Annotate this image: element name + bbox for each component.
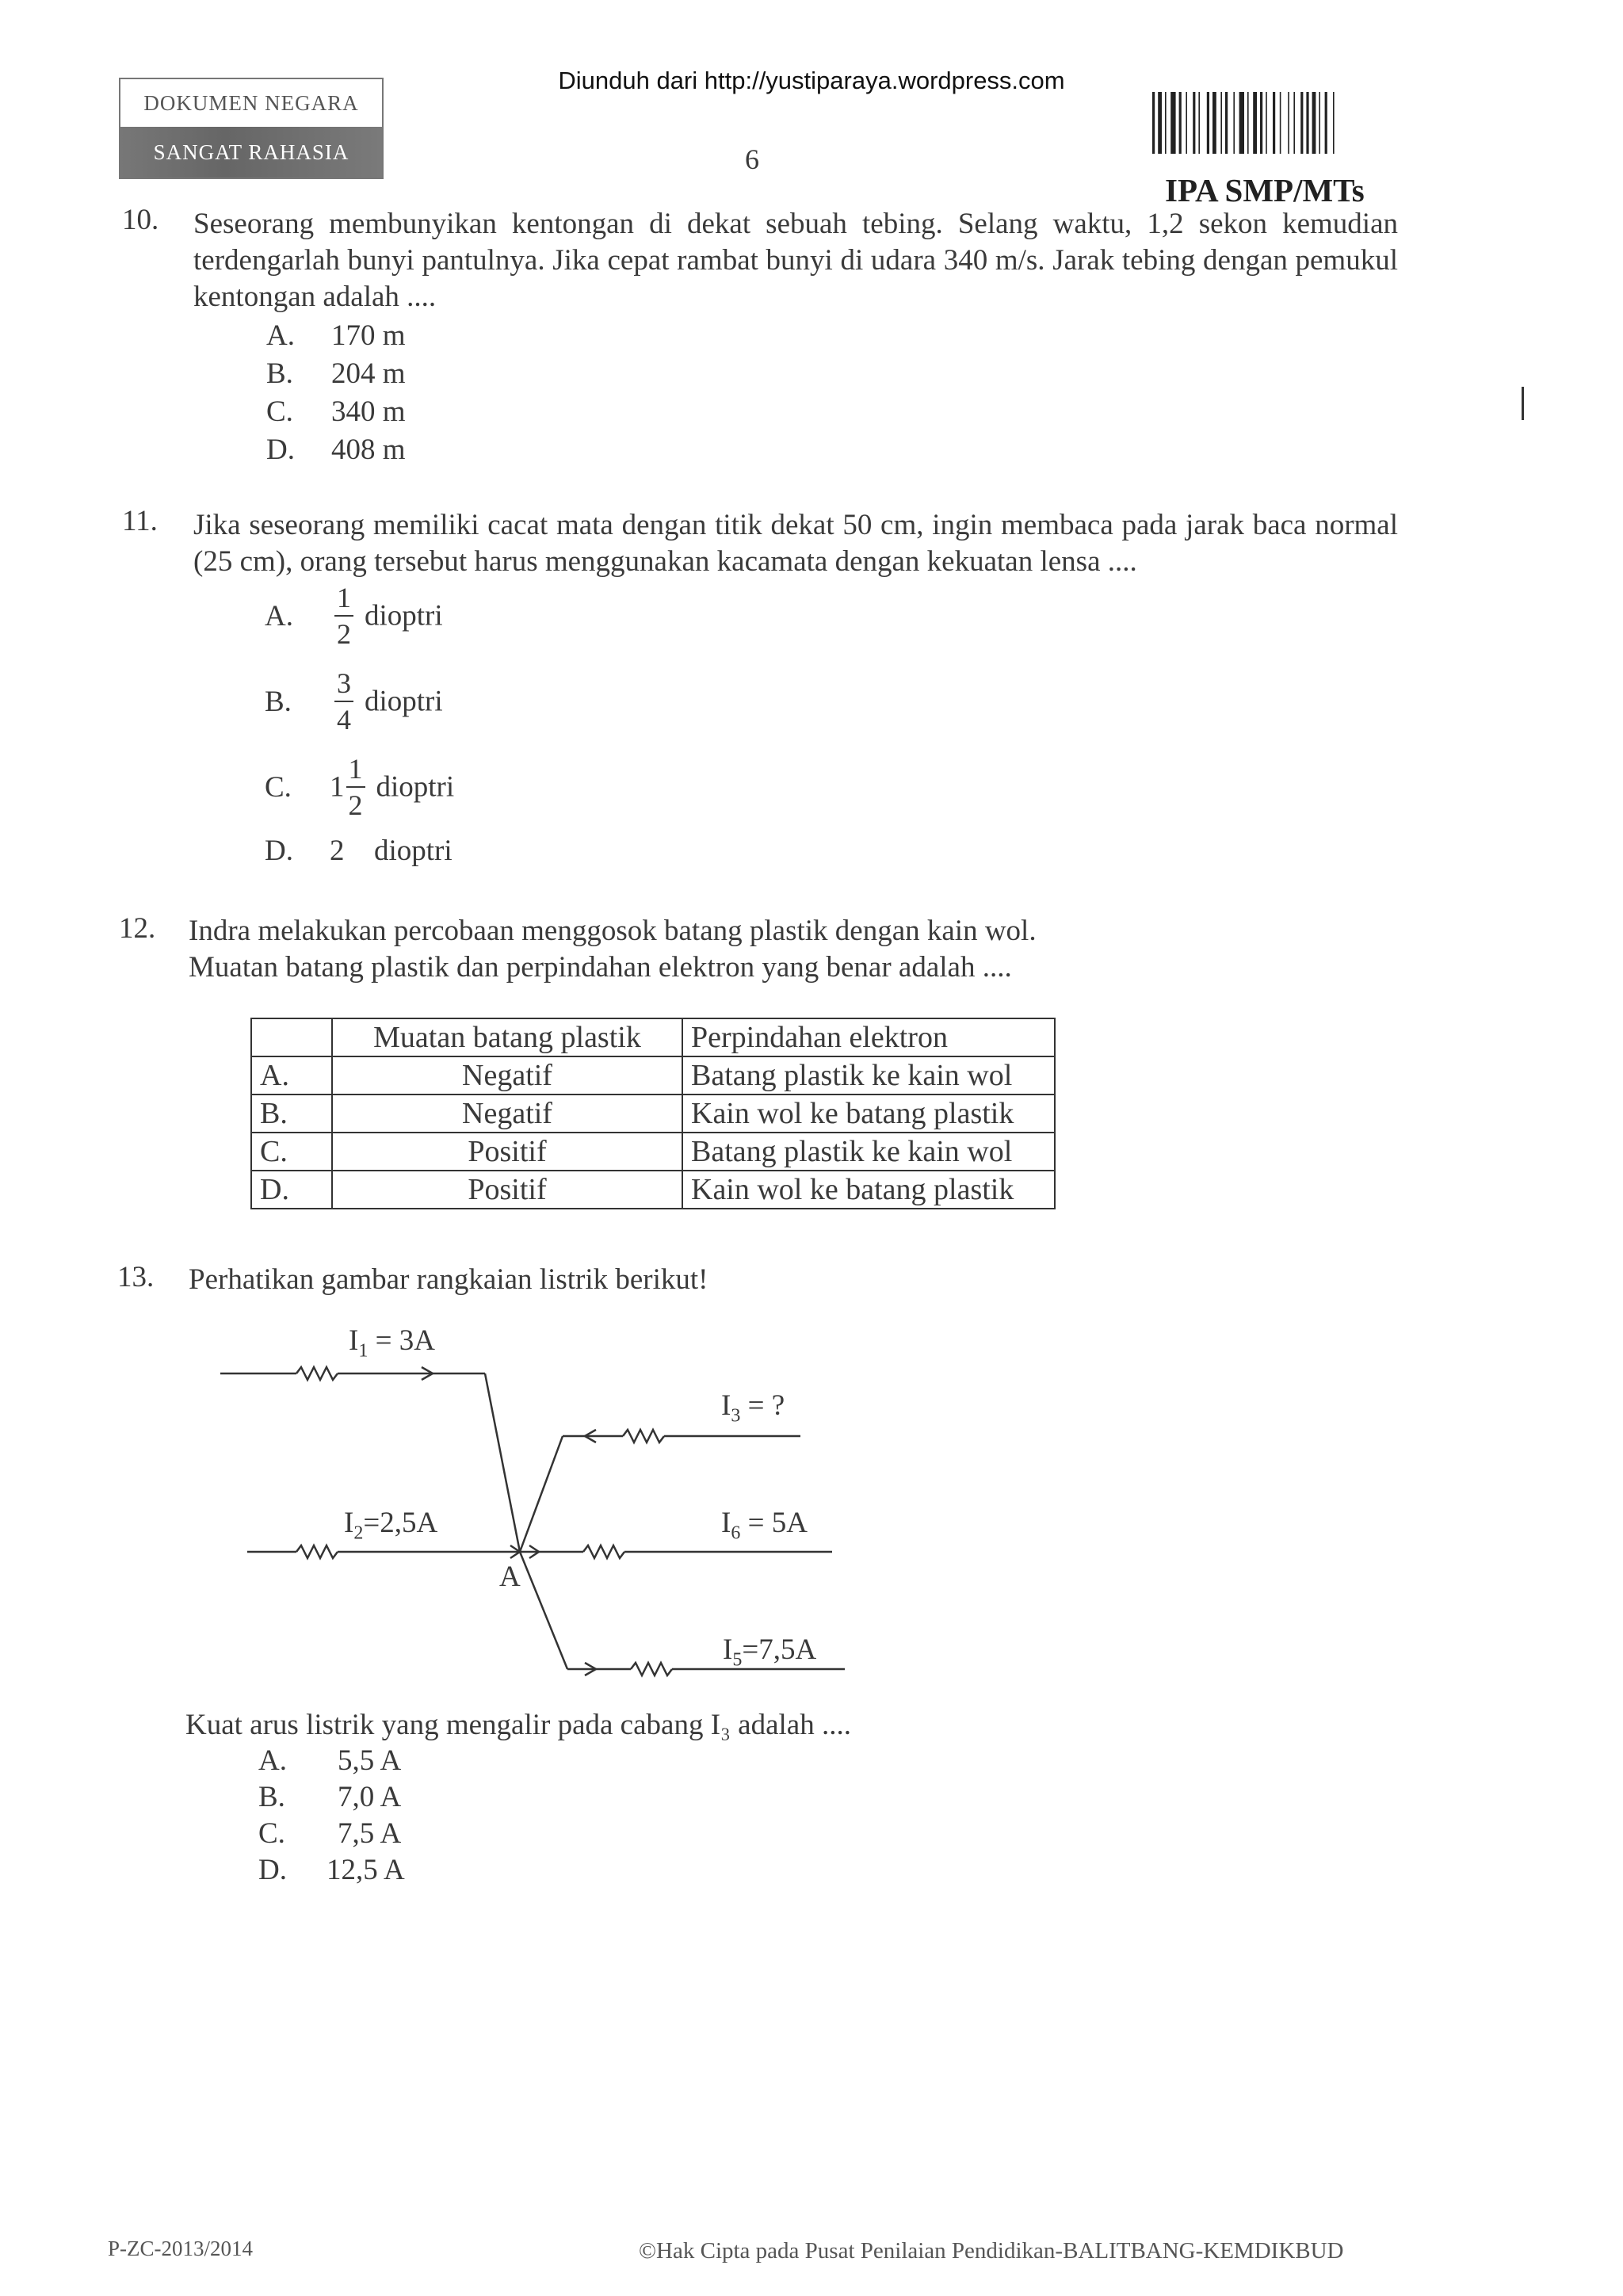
wire (520, 1436, 563, 1552)
denominator: 4 (337, 704, 351, 735)
q11-number: 11. (122, 505, 158, 537)
option-label: D. (266, 434, 295, 466)
q12-number: 12. (119, 912, 156, 945)
table-cell: Kain wol ke batang plastik (682, 1095, 1055, 1133)
q11-text: Jika seseorang memiliki cacat mata dengan titik dekat 50 cm, ingin membaca pada jarak baca normal (25 cm), orang tersebut harus menggunakan kacamata dengan kekuatan lensa .... (193, 509, 1398, 578)
label-subscript: 2 (353, 1522, 364, 1544)
option-text: 12,5 A (327, 1854, 405, 1886)
q12-line2: Muatan batang plastik dan perpindahan elektron yang benar adalah .... (189, 951, 1012, 984)
option-label: C. (265, 770, 292, 804)
numerator: 3 (337, 667, 351, 699)
option-label: B. (258, 1781, 285, 1813)
label-subscript: 6 (731, 1522, 741, 1544)
label-subscript: 1 (358, 1340, 369, 1362)
label-value: = 3A (368, 1324, 435, 1357)
q13-number: 13. (117, 1261, 155, 1293)
label-symbol: I (723, 1633, 733, 1666)
q13-option-c (258, 1817, 401, 1851)
resistor-icon (631, 1663, 672, 1675)
current-label-i1 (349, 1324, 435, 1362)
option-label: A. (258, 1744, 287, 1777)
table-cell: Negatif (332, 1056, 682, 1095)
q13-text: Perhatikan gambar rangkaian listrik berikut! (189, 1263, 708, 1296)
unit-text: dioptri (365, 599, 443, 632)
whole-number: 1 (330, 770, 345, 804)
table-cell: Batang plastik ke kain wol (682, 1133, 1055, 1171)
unit-text: dioptri (365, 685, 443, 718)
table-cell: C. (251, 1133, 332, 1171)
label-symbol: I (721, 1507, 731, 1539)
q12-line1: Indra melakukan percobaan menggosok batang plastik dengan kain wol. (189, 915, 1037, 947)
q10-text: Seseorang membunyikan kentongan di dekat sebuah tebing. Selang waktu, 1,2 sekon kemudian terdengarlah bunyi pantulnya. Jika cepat rambat bunyi di udara 340 m/s. Jarak tebing dengan pemukul kentongan adalah .... (193, 208, 1398, 313)
option-label: A. (265, 599, 293, 632)
option-label: C. (258, 1817, 285, 1850)
junction-label: A (499, 1561, 521, 1593)
unit-text: dioptri (374, 835, 453, 867)
q13-option-a (258, 1744, 401, 1778)
label-value: = ? (740, 1389, 785, 1422)
label-symbol: I (344, 1507, 354, 1539)
numerator: 1 (337, 582, 351, 613)
option-label: C. (266, 395, 293, 428)
option-value: 2 (330, 835, 345, 867)
q10-number: 10. (122, 204, 159, 236)
numerator: 1 (348, 753, 363, 785)
wire (520, 1552, 567, 1669)
option-label: D. (265, 835, 293, 867)
current-label-i3 (721, 1389, 785, 1427)
wire (485, 1373, 520, 1552)
label-subscript: 5 (732, 1649, 743, 1671)
table-cell: Batang plastik ke kain wol (682, 1056, 1055, 1095)
label-value: =2,5A (363, 1507, 438, 1539)
resistor-icon (296, 1545, 338, 1558)
table-cell: B. (251, 1095, 332, 1133)
option-label: B. (266, 357, 293, 390)
current-label-i6 (721, 1506, 808, 1544)
option-label: A. (266, 319, 295, 352)
option-label: B. (265, 685, 292, 718)
document-code: P-ZC-2013/2014 (108, 2237, 254, 2260)
table-cell: A. (251, 1056, 332, 1095)
table-cell: Kain wol ke batang plastik (682, 1171, 1055, 1209)
table-header-cell: Muatan batang plastik (332, 1018, 682, 1056)
option-text: 340 m (331, 395, 406, 428)
subject-title: IPA SMP/MTs (1165, 172, 1365, 208)
table-header-cell: Perpindahan elektron (682, 1018, 1055, 1056)
table-cell: D. (251, 1171, 332, 1209)
q13-option-b (258, 1780, 401, 1814)
option-text: 408 m (331, 434, 406, 466)
stamp-bottom-text: SANGAT RAHASIA (120, 127, 382, 178)
option-text: 204 m (331, 357, 406, 390)
label-symbol: I (721, 1389, 731, 1422)
source-line: Diunduh dari http://yustiparaya.wordpress.com (558, 67, 1065, 94)
resistor-icon (623, 1430, 664, 1442)
page-number: 6 (745, 143, 759, 175)
table-cell: Positif (332, 1133, 682, 1171)
option-text: 7,0 A (338, 1781, 402, 1813)
resistor-icon (296, 1367, 338, 1380)
current-label-i5 (723, 1633, 816, 1671)
stamp-top-text: DOKUMEN NEGARA (143, 91, 359, 115)
unit-text: dioptri (376, 770, 455, 804)
q13-option-d (258, 1853, 405, 1887)
label-symbol: I (349, 1324, 359, 1357)
denominator: 2 (348, 789, 363, 821)
denominator: 2 (337, 618, 351, 650)
current-label-i2 (344, 1506, 437, 1544)
label-value: = 5A (740, 1507, 808, 1539)
option-label: D. (258, 1854, 287, 1886)
scan-mark (1522, 387, 1524, 420)
option-text: 5,5 A (338, 1744, 402, 1777)
option-text: 7,5 A (338, 1817, 402, 1850)
label-value: =7,5A (742, 1633, 817, 1666)
option-text: 170 m (331, 319, 406, 352)
copyright-notice: ©Hak Cipta pada Pusat Penilaian Pendidikan-BALITBANG-KEMDIKBUD (639, 2238, 1344, 2264)
resistor-icon (583, 1545, 624, 1558)
q13-question: Kuat arus listrik yang mengalir pada cabang I₃ adalah .... (185, 1709, 851, 1741)
label-subscript: 3 (731, 1405, 741, 1427)
table-cell: Positif (332, 1171, 682, 1209)
table-cell: Negatif (332, 1095, 682, 1133)
